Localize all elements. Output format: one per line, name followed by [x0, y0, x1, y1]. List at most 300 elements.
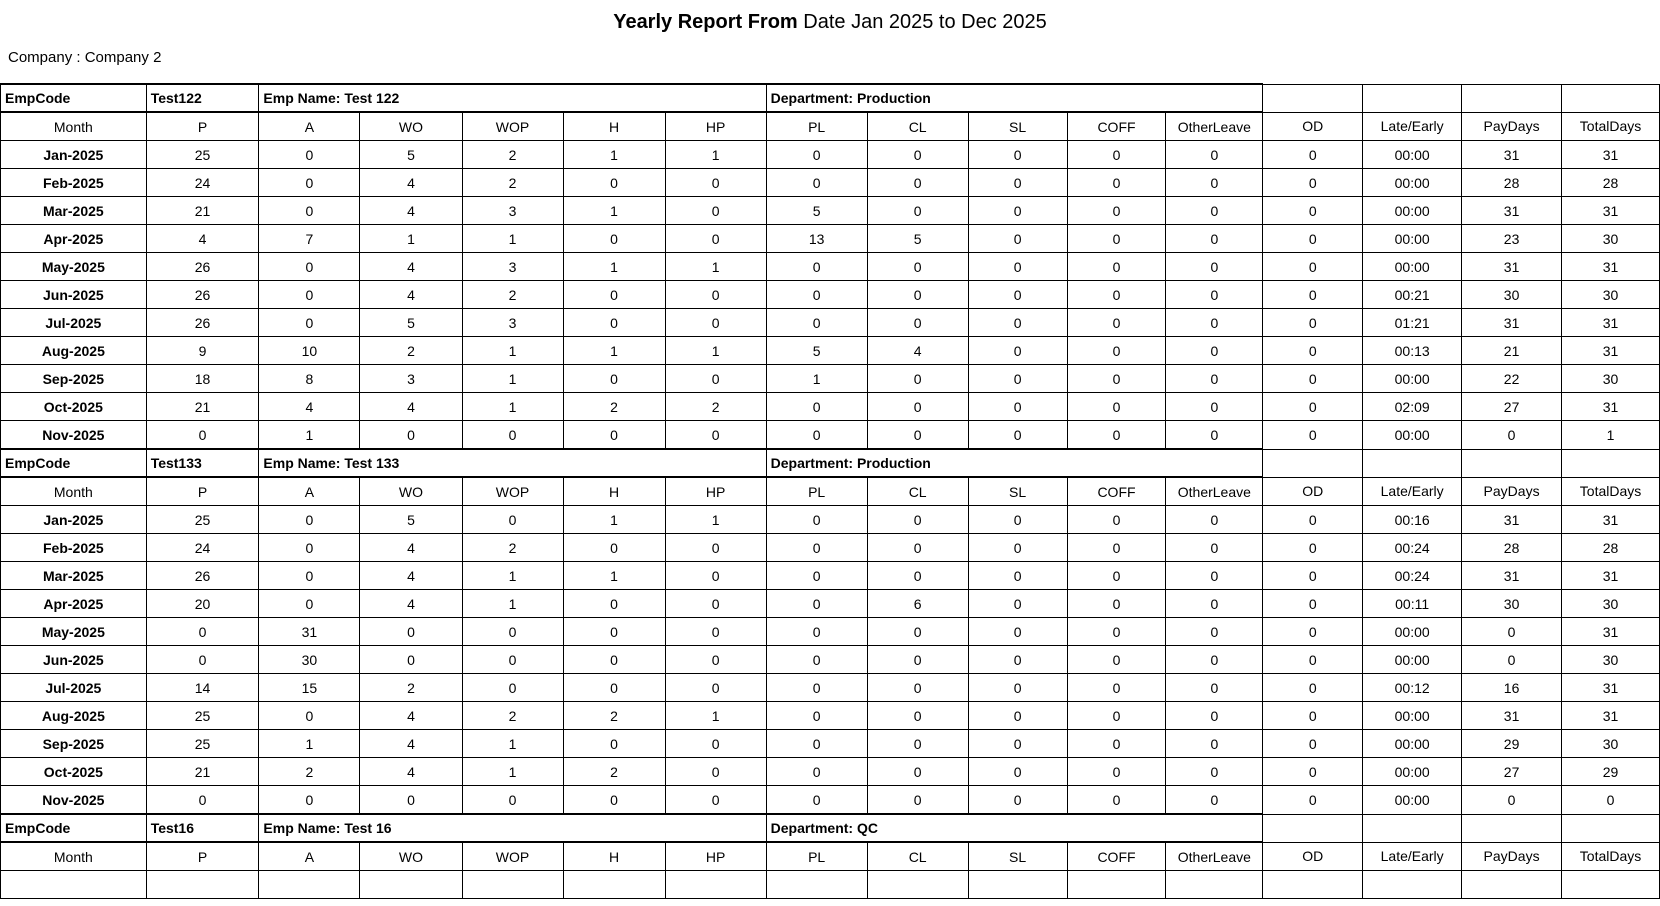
empcode-value: Test122	[146, 84, 259, 112]
cell-wo: 4	[360, 562, 462, 590]
column-header-cl: CL	[867, 477, 968, 506]
cell-empty	[665, 871, 766, 899]
cell-empty	[867, 871, 968, 899]
table-row	[1, 562, 1660, 590]
column-header-paydays: PayDays	[1462, 477, 1562, 506]
month-cell: Feb-2025	[1, 534, 147, 562]
employee-name: Emp Name: Test 133	[259, 449, 766, 477]
cell-hp: 0	[665, 786, 766, 815]
cell-wo: 2	[360, 337, 462, 365]
cell-wop: 2	[462, 281, 563, 309]
month-cell: Jun-2025	[1, 646, 147, 674]
cell-totaldays: 30	[1562, 590, 1660, 618]
cell-wo: 4	[360, 730, 462, 758]
column-header-coff: COFF	[1067, 477, 1166, 506]
column-header-wo: WO	[360, 477, 462, 506]
cell-totaldays: 0	[1562, 786, 1660, 815]
yearly-attendance-table	[0, 83, 1660, 899]
empty-header-cell	[1562, 814, 1660, 842]
column-header-totaldays: TotalDays	[1562, 842, 1660, 871]
cell-pl: 0	[766, 534, 867, 562]
cell-a: 30	[259, 646, 360, 674]
cell-sl: 0	[968, 534, 1067, 562]
cell-totaldays: 31	[1562, 141, 1660, 169]
cell-coff: 0	[1067, 506, 1166, 534]
month-cell: Apr-2025	[1, 225, 147, 253]
table-row	[1, 590, 1660, 618]
cell-late-early: 00:00	[1363, 365, 1462, 393]
cell-sl: 0	[968, 253, 1067, 281]
cell-a: 0	[259, 141, 360, 169]
cell-otherleave: 0	[1166, 590, 1263, 618]
cell-empty	[1363, 871, 1462, 899]
employee-header-row	[1, 449, 1660, 477]
cell-totaldays: 31	[1562, 506, 1660, 534]
column-header-row	[1, 477, 1660, 506]
cell-otherleave: 0	[1166, 365, 1263, 393]
cell-hp: 0	[665, 421, 766, 450]
cell-hp: 0	[665, 758, 766, 786]
cell-od: 0	[1263, 534, 1363, 562]
column-header-month: Month	[1, 477, 147, 506]
month-cell: Oct-2025	[1, 393, 147, 421]
cell-p: 26	[146, 253, 259, 281]
cell-totaldays: 31	[1562, 253, 1660, 281]
cell-otherleave: 0	[1166, 506, 1263, 534]
cell-sl: 0	[968, 506, 1067, 534]
cell-wop: 1	[462, 365, 563, 393]
cell-late-early: 00:00	[1363, 225, 1462, 253]
cell-a: 15	[259, 674, 360, 702]
cell-od: 0	[1263, 506, 1363, 534]
month-cell: Oct-2025	[1, 758, 147, 786]
column-header-a: A	[259, 112, 360, 141]
cell-coff: 0	[1067, 253, 1166, 281]
cell-late-early: 00:00	[1363, 618, 1462, 646]
column-header-row	[1, 112, 1660, 141]
cell-late-early: 00:00	[1363, 421, 1462, 450]
cell-late-early: 00:00	[1363, 758, 1462, 786]
cell-h: 0	[563, 169, 665, 197]
cell-totaldays: 30	[1562, 730, 1660, 758]
cell-od: 0	[1263, 758, 1363, 786]
cell-cl: 0	[867, 253, 968, 281]
cell-od: 0	[1263, 281, 1363, 309]
column-header-month: Month	[1, 842, 147, 871]
cell-a: 0	[259, 562, 360, 590]
cell-wo: 4	[360, 534, 462, 562]
cell-wo: 5	[360, 506, 462, 534]
cell-h: 2	[563, 758, 665, 786]
cell-otherleave: 0	[1166, 758, 1263, 786]
cell-pl: 1	[766, 365, 867, 393]
cell-late-early: 00:00	[1363, 141, 1462, 169]
cell-empty	[462, 871, 563, 899]
month-cell: Nov-2025	[1, 786, 147, 815]
cell-coff: 0	[1067, 674, 1166, 702]
cell-wo: 1	[360, 225, 462, 253]
column-header-paydays: PayDays	[1462, 842, 1562, 871]
cell-p: 18	[146, 365, 259, 393]
empty-header-cell	[1462, 814, 1562, 842]
column-header-cl: CL	[867, 112, 968, 141]
month-cell: Sep-2025	[1, 730, 147, 758]
column-header-coff: COFF	[1067, 842, 1166, 871]
cell-totaldays: 30	[1562, 646, 1660, 674]
table-row	[1, 758, 1660, 786]
cell-sl: 0	[968, 618, 1067, 646]
cell-h: 1	[563, 197, 665, 225]
cell-cl: 0	[867, 309, 968, 337]
empcode-label: EmpCode	[1, 814, 147, 842]
employee-name: Emp Name: Test 16	[259, 814, 766, 842]
cell-h: 0	[563, 309, 665, 337]
cell-paydays: 16	[1462, 674, 1562, 702]
cell-h: 0	[563, 421, 665, 450]
cell-otherleave: 0	[1166, 786, 1263, 815]
month-cell: Nov-2025	[1, 421, 147, 450]
cell-pl: 0	[766, 674, 867, 702]
cell-h: 0	[563, 534, 665, 562]
cell-paydays: 31	[1462, 253, 1562, 281]
column-header-sl: SL	[968, 477, 1067, 506]
cell-hp: 1	[665, 141, 766, 169]
cell-p: 26	[146, 562, 259, 590]
column-header-row	[1, 842, 1660, 871]
cell-p: 25	[146, 506, 259, 534]
cell-od: 0	[1263, 786, 1363, 815]
cell-cl: 0	[867, 786, 968, 815]
cell-hp: 1	[665, 702, 766, 730]
cell-hp: 2	[665, 393, 766, 421]
cell-totaldays: 31	[1562, 393, 1660, 421]
month-cell: Aug-2025	[1, 337, 147, 365]
column-header-late-early: Late/Early	[1363, 477, 1462, 506]
table-row	[1, 506, 1660, 534]
cell-h: 0	[563, 674, 665, 702]
cell-a: 0	[259, 506, 360, 534]
cell-wo: 3	[360, 365, 462, 393]
empcode-label: EmpCode	[1, 84, 147, 112]
cell-wop: 2	[462, 702, 563, 730]
cell-cl: 0	[867, 758, 968, 786]
cell-wo: 2	[360, 674, 462, 702]
cell-paydays: 31	[1462, 309, 1562, 337]
column-header-p: P	[146, 477, 259, 506]
cell-a: 0	[259, 281, 360, 309]
cell-h: 0	[563, 365, 665, 393]
cell-od: 0	[1263, 562, 1363, 590]
cell-coff: 0	[1067, 169, 1166, 197]
cell-wop: 0	[462, 421, 563, 450]
column-header-pl: PL	[766, 112, 867, 141]
department-name: Department: Production	[766, 84, 1263, 112]
cell-p: 0	[146, 421, 259, 450]
column-header-p: P	[146, 842, 259, 871]
cell-empty	[1, 871, 147, 899]
month-cell: Jul-2025	[1, 309, 147, 337]
cell-late-early: 00:00	[1363, 169, 1462, 197]
table-row	[1, 646, 1660, 674]
cell-od: 0	[1263, 337, 1363, 365]
cell-h: 1	[563, 141, 665, 169]
column-header-wop: WOP	[462, 842, 563, 871]
empty-header-cell	[1363, 84, 1462, 112]
cell-empty	[259, 871, 360, 899]
cell-h: 1	[563, 506, 665, 534]
cell-p: 21	[146, 197, 259, 225]
cell-hp: 0	[665, 197, 766, 225]
cell-wo: 4	[360, 169, 462, 197]
cell-od: 0	[1263, 309, 1363, 337]
cell-coff: 0	[1067, 141, 1166, 169]
table-row	[1, 365, 1660, 393]
column-header-coff: COFF	[1067, 112, 1166, 141]
cell-hp: 0	[665, 618, 766, 646]
cell-paydays: 31	[1462, 197, 1562, 225]
cell-wop: 1	[462, 562, 563, 590]
empty-header-cell	[1462, 449, 1562, 477]
table-row	[1, 197, 1660, 225]
cell-od: 0	[1263, 225, 1363, 253]
cell-p: 0	[146, 786, 259, 815]
cell-p: 0	[146, 618, 259, 646]
cell-totaldays: 30	[1562, 225, 1660, 253]
column-header-a: A	[259, 842, 360, 871]
cell-od: 0	[1263, 590, 1363, 618]
cell-sl: 0	[968, 590, 1067, 618]
cell-empty	[766, 871, 867, 899]
cell-wo: 5	[360, 141, 462, 169]
cell-sl: 0	[968, 393, 1067, 421]
month-cell: Sep-2025	[1, 365, 147, 393]
cell-otherleave: 0	[1166, 197, 1263, 225]
cell-wo: 5	[360, 309, 462, 337]
column-header-wop: WOP	[462, 112, 563, 141]
table-row	[1, 225, 1660, 253]
cell-pl: 0	[766, 141, 867, 169]
cell-paydays: 28	[1462, 169, 1562, 197]
cell-pl: 0	[766, 590, 867, 618]
column-header-od: OD	[1263, 842, 1363, 871]
cell-cl: 0	[867, 702, 968, 730]
cell-wop: 3	[462, 197, 563, 225]
cell-p: 24	[146, 169, 259, 197]
column-header-late-early: Late/Early	[1363, 112, 1462, 141]
cell-cl: 0	[867, 421, 968, 450]
cell-pl: 0	[766, 562, 867, 590]
cell-od: 0	[1263, 646, 1363, 674]
cell-late-early: 00:00	[1363, 786, 1462, 815]
cell-coff: 0	[1067, 562, 1166, 590]
cell-pl: 0	[766, 730, 867, 758]
empty-header-cell	[1562, 449, 1660, 477]
cell-cl: 6	[867, 590, 968, 618]
column-header-wop: WOP	[462, 477, 563, 506]
column-header-pl: PL	[766, 477, 867, 506]
cell-cl: 0	[867, 562, 968, 590]
cell-a: 0	[259, 590, 360, 618]
cell-hp: 0	[665, 309, 766, 337]
cell-totaldays: 31	[1562, 562, 1660, 590]
cell-h: 2	[563, 702, 665, 730]
cell-otherleave: 0	[1166, 225, 1263, 253]
cell-coff: 0	[1067, 197, 1166, 225]
cell-sl: 0	[968, 141, 1067, 169]
cell-od: 0	[1263, 365, 1363, 393]
cell-otherleave: 0	[1166, 141, 1263, 169]
cell-hp: 0	[665, 646, 766, 674]
employee-name: Emp Name: Test 122	[259, 84, 766, 112]
cell-totaldays: 31	[1562, 197, 1660, 225]
cell-sl: 0	[968, 758, 1067, 786]
cell-a: 0	[259, 309, 360, 337]
cell-p: 26	[146, 281, 259, 309]
cell-cl: 5	[867, 225, 968, 253]
cell-wop: 3	[462, 253, 563, 281]
cell-coff: 0	[1067, 730, 1166, 758]
cell-h: 0	[563, 730, 665, 758]
column-header-month: Month	[1, 112, 147, 141]
cell-otherleave: 0	[1166, 281, 1263, 309]
cell-p: 25	[146, 730, 259, 758]
column-header-paydays: PayDays	[1462, 112, 1562, 141]
cell-a: 1	[259, 421, 360, 450]
table-row	[1, 253, 1660, 281]
cell-otherleave: 0	[1166, 169, 1263, 197]
month-cell: May-2025	[1, 253, 147, 281]
cell-od: 0	[1263, 169, 1363, 197]
page-title-bold: Yearly Report From	[613, 11, 798, 33]
cell-pl: 0	[766, 506, 867, 534]
cell-paydays: 28	[1462, 534, 1562, 562]
cell-sl: 0	[968, 225, 1067, 253]
cell-empty	[1263, 871, 1363, 899]
cell-wo: 4	[360, 281, 462, 309]
cell-wop: 0	[462, 786, 563, 815]
cell-a: 4	[259, 393, 360, 421]
page-title-range: Date Jan 2025 to Dec 2025	[797, 11, 1047, 33]
cell-h: 0	[563, 618, 665, 646]
column-header-wo: WO	[360, 112, 462, 141]
cell-wop: 1	[462, 730, 563, 758]
cell-cl: 4	[867, 337, 968, 365]
column-header-totaldays: TotalDays	[1562, 477, 1660, 506]
column-header-sl: SL	[968, 112, 1067, 141]
column-header-pl: PL	[766, 842, 867, 871]
cell-coff: 0	[1067, 225, 1166, 253]
employee-header-row	[1, 814, 1660, 842]
cell-otherleave: 0	[1166, 421, 1263, 450]
cell-a: 7	[259, 225, 360, 253]
column-header-a: A	[259, 477, 360, 506]
cell-wo: 4	[360, 702, 462, 730]
cell-otherleave: 0	[1166, 534, 1263, 562]
cell-cl: 0	[867, 365, 968, 393]
cell-hp: 0	[665, 365, 766, 393]
cell-paydays: 29	[1462, 730, 1562, 758]
column-header-hp: HP	[665, 112, 766, 141]
department-name: Department: Production	[766, 449, 1263, 477]
cell-wop: 3	[462, 309, 563, 337]
cell-coff: 0	[1067, 646, 1166, 674]
cell-hp: 0	[665, 590, 766, 618]
column-header-od: OD	[1263, 112, 1363, 141]
cell-p: 14	[146, 674, 259, 702]
cell-h: 0	[563, 281, 665, 309]
cell-late-early: 00:12	[1363, 674, 1462, 702]
table-row	[1, 674, 1660, 702]
table-row	[1, 786, 1660, 815]
empty-header-cell	[1263, 449, 1363, 477]
cell-coff: 0	[1067, 786, 1166, 815]
cell-sl: 0	[968, 365, 1067, 393]
cell-p: 25	[146, 702, 259, 730]
cell-od: 0	[1263, 702, 1363, 730]
cell-cl: 0	[867, 730, 968, 758]
column-header-p: P	[146, 112, 259, 141]
cell-late-early: 00:00	[1363, 702, 1462, 730]
empty-header-cell	[1263, 84, 1363, 112]
cell-a: 1	[259, 730, 360, 758]
cell-cl: 0	[867, 646, 968, 674]
cell-coff: 0	[1067, 421, 1166, 450]
column-header-h: H	[563, 842, 665, 871]
cell-totaldays: 30	[1562, 281, 1660, 309]
column-header-hp: HP	[665, 477, 766, 506]
cell-empty	[360, 871, 462, 899]
table-row	[1, 534, 1660, 562]
cell-hp: 0	[665, 225, 766, 253]
cell-wop: 0	[462, 646, 563, 674]
employee-header-row	[1, 84, 1660, 112]
table-row	[1, 618, 1660, 646]
cell-pl: 0	[766, 786, 867, 815]
empty-header-cell	[1562, 84, 1660, 112]
cell-sl: 0	[968, 562, 1067, 590]
cell-coff: 0	[1067, 702, 1166, 730]
cell-totaldays: 31	[1562, 674, 1660, 702]
cell-a: 10	[259, 337, 360, 365]
cell-sl: 0	[968, 730, 1067, 758]
cell-cl: 0	[867, 281, 968, 309]
cell-p: 24	[146, 534, 259, 562]
column-header-totaldays: TotalDays	[1562, 112, 1660, 141]
table-row	[1, 169, 1660, 197]
month-cell: Jun-2025	[1, 281, 147, 309]
cell-wop: 0	[462, 618, 563, 646]
cell-wop: 1	[462, 590, 563, 618]
empcode-value: Test16	[146, 814, 259, 842]
cell-cl: 0	[867, 506, 968, 534]
cell-od: 0	[1263, 421, 1363, 450]
cell-cl: 0	[867, 141, 968, 169]
cell-cl: 0	[867, 534, 968, 562]
cell-pl: 0	[766, 758, 867, 786]
month-cell: Feb-2025	[1, 169, 147, 197]
cell-od: 0	[1263, 197, 1363, 225]
cell-wo: 0	[360, 421, 462, 450]
cell-pl: 0	[766, 702, 867, 730]
cell-paydays: 27	[1462, 758, 1562, 786]
cell-a: 0	[259, 534, 360, 562]
cell-wo: 0	[360, 618, 462, 646]
cell-empty	[146, 871, 259, 899]
cell-hp: 1	[665, 337, 766, 365]
cell-paydays: 21	[1462, 337, 1562, 365]
column-header-otherleave: OtherLeave	[1166, 112, 1263, 141]
cell-otherleave: 0	[1166, 309, 1263, 337]
